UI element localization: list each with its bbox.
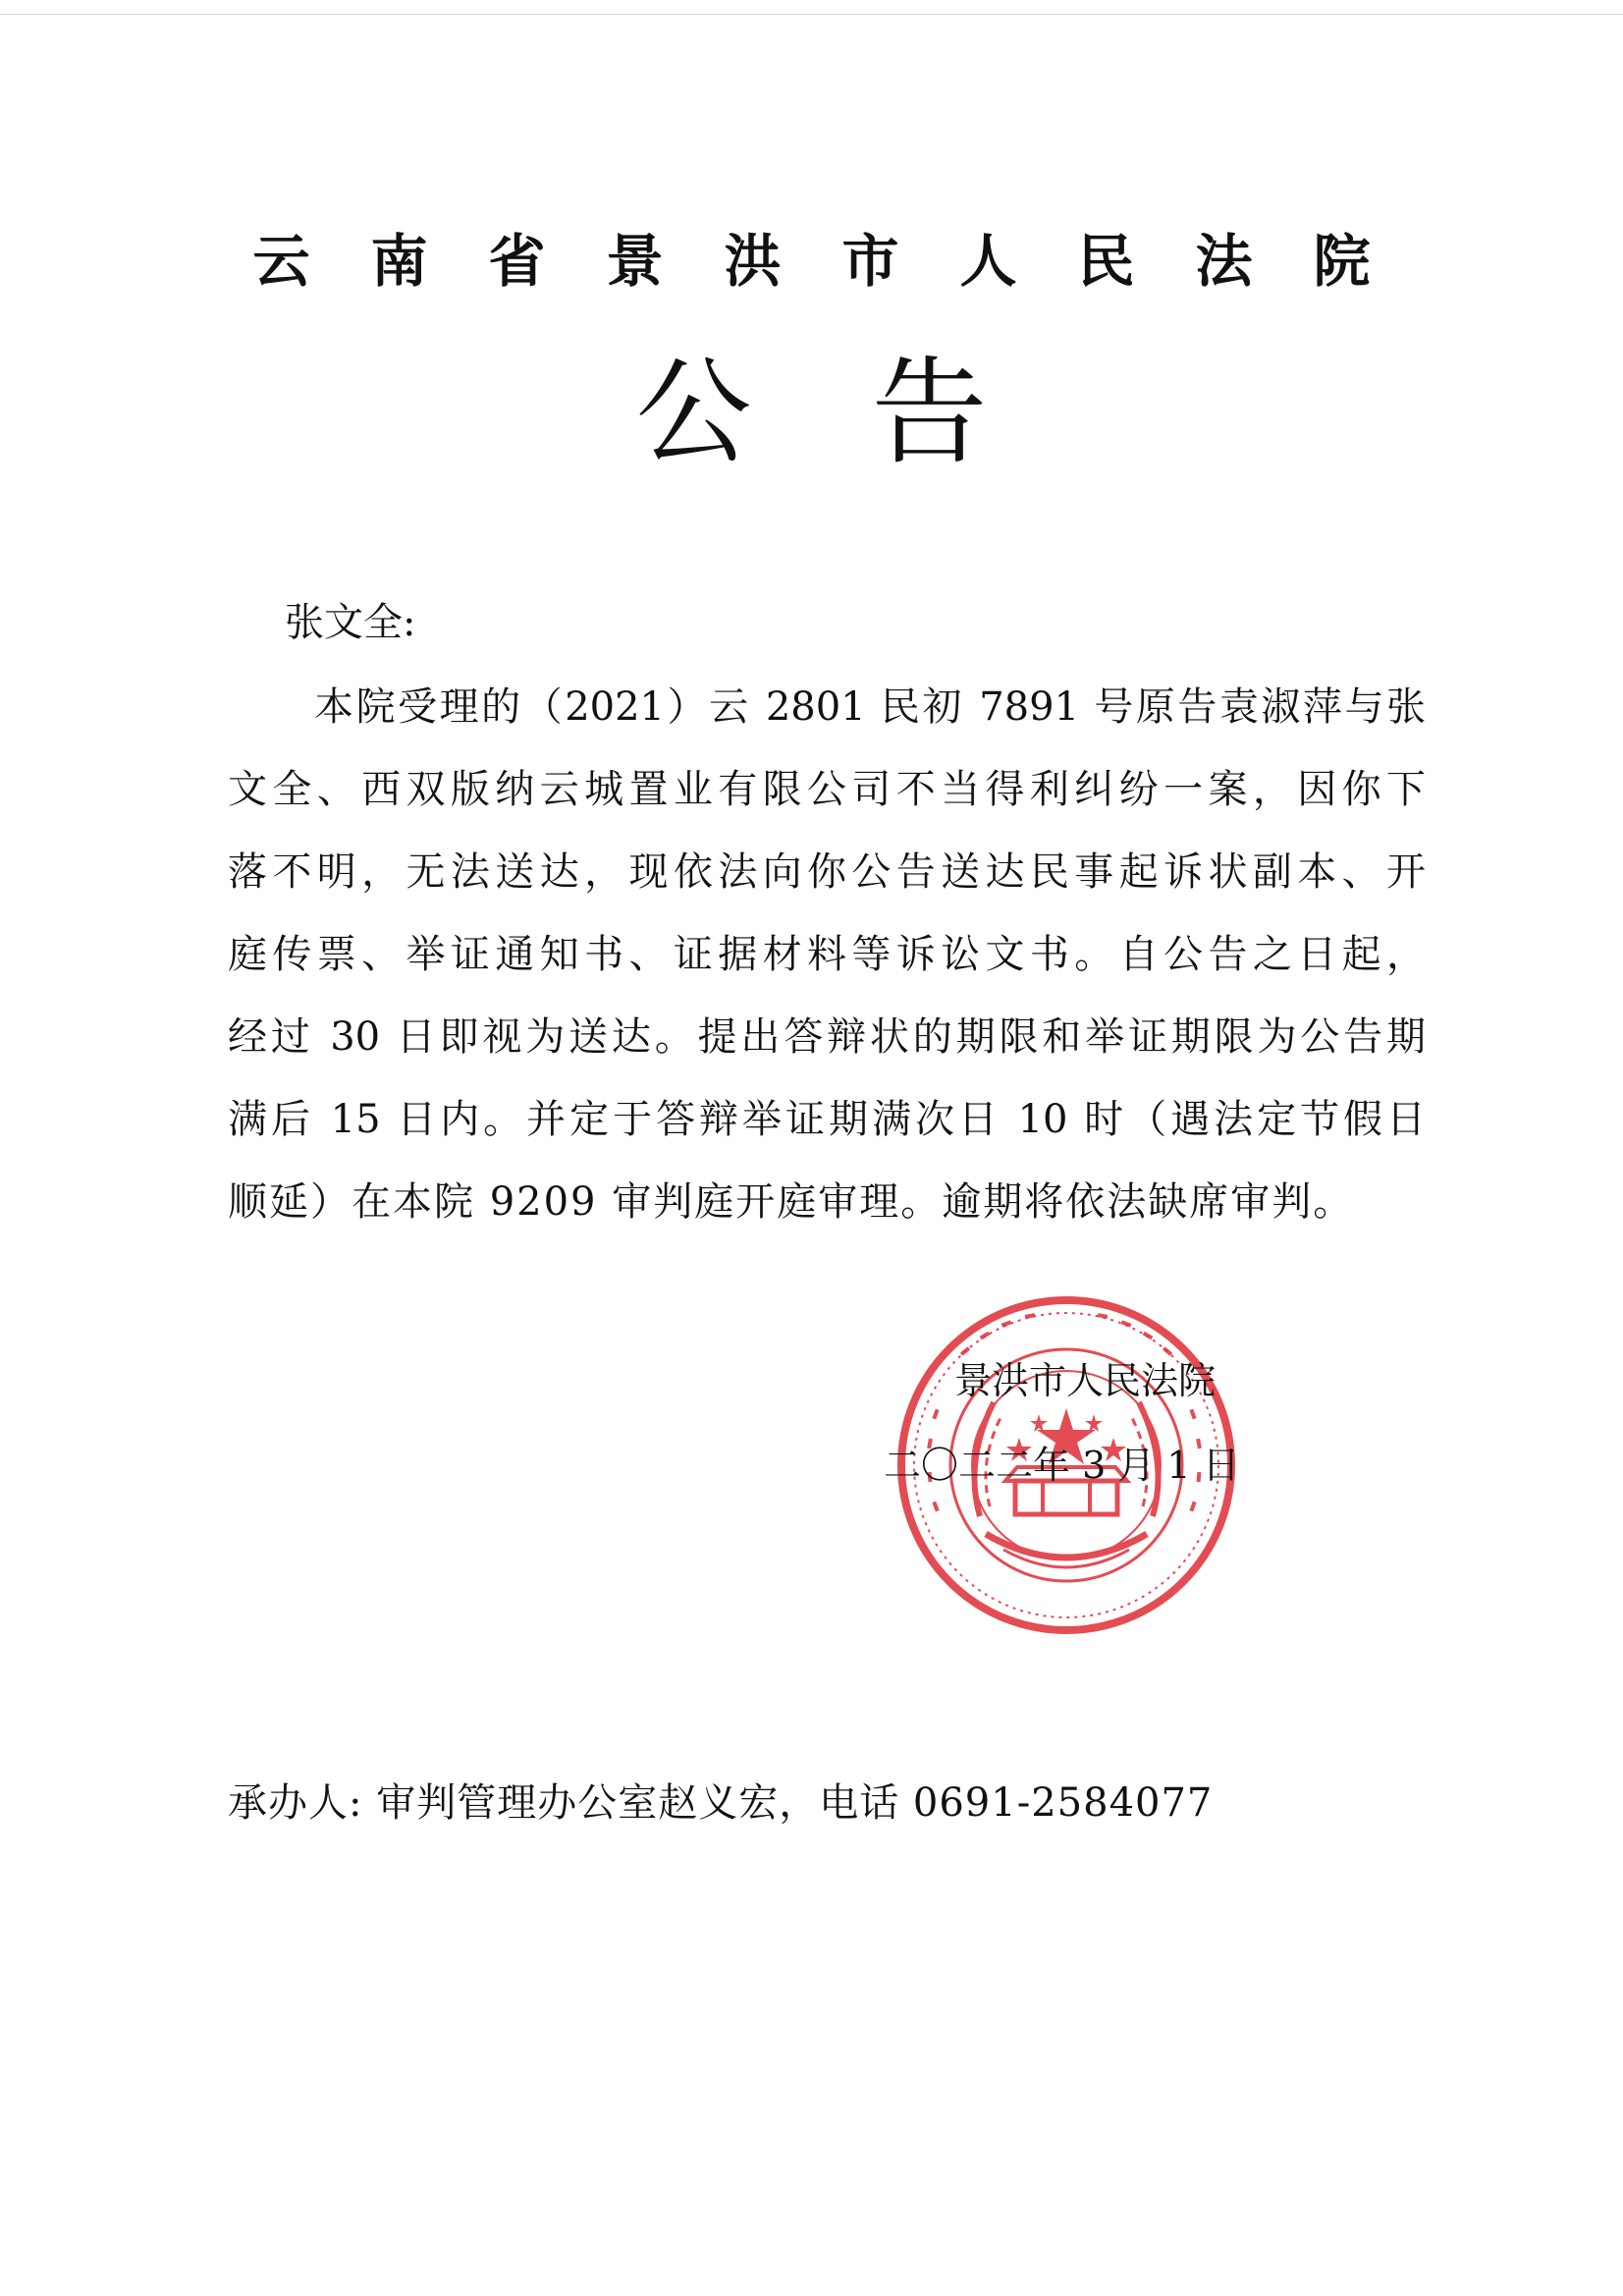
court-name-header xyxy=(0,224,1623,299)
notice-body-line: 本院受理的（2021）云 2801 民初 7891 号原告袁淑萍与张 xyxy=(314,684,1426,730)
court-name-char: 民 xyxy=(1077,228,1135,295)
notice-body xyxy=(228,678,1426,1255)
signing-court-name: 景洪市人民法院 xyxy=(954,1359,1217,1402)
notice-body-line: 满后 15 日内。并定于答辩举证期满次日 10 时（遇法定节假日 xyxy=(228,1097,1426,1142)
notice-body-line: 文全、西双版纳云城置业有限公司不当得利纠纷一案，因你下 xyxy=(228,767,1426,812)
contact-line: 承办人: 审判管理办公室赵义宏，电话 0691-2584077 xyxy=(228,1780,1214,1826)
notice-body-line: 顺延）在本院 9209 审判庭开庭审理。逾期将依法缺席审判。 xyxy=(228,1179,1355,1225)
title-char: 公 xyxy=(635,345,752,480)
title-char: 告 xyxy=(871,345,988,480)
court-name-char: 南 xyxy=(370,228,428,295)
court-name-char: 院 xyxy=(1313,228,1371,295)
signing-date: 二〇二二年 3 月 1 日 xyxy=(884,1444,1240,1487)
court-name-char: 人 xyxy=(959,228,1017,295)
notice-body-line: 经过 30 日即视为送达。提出答辩状的期限和举证期限为公告期 xyxy=(228,1014,1426,1060)
court-name-char: 景 xyxy=(606,228,664,295)
court-name-char: 云 xyxy=(252,228,310,295)
addressee: 张文全: xyxy=(285,600,416,645)
page-top-rule xyxy=(0,14,1623,15)
court-name-char: 市 xyxy=(841,228,899,295)
notice-body-line: 落不明，无法送达，现依法向你公告送达民事起诉状副本、开 xyxy=(228,849,1426,895)
document-title xyxy=(0,344,1623,481)
notice-body-line: 庭传票、举证通知书、证据材料等诉讼文书。自公告之日起， xyxy=(228,932,1426,977)
court-name-char: 洪 xyxy=(724,228,782,295)
court-name-char: 省 xyxy=(488,228,546,295)
court-name-char: 法 xyxy=(1195,228,1253,295)
